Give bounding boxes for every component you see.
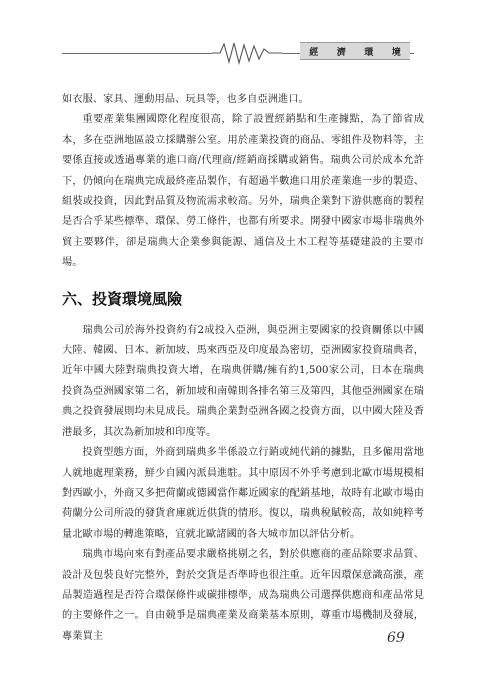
page-number: 69: [387, 630, 405, 646]
chapter-label-char: 經: [309, 47, 319, 58]
paragraph: 瑞典市場向來有對產品要求嚴格挑剔之名，對於供應商的產品除要求品質、設計及包裝良好完整外，對於交貨是否準時也很注重。近年因環保意識高漲，產品製造過程是否符合環保條件或碳排標準，成為瑞典公司選擇供應商和產品常見的主要條件之一。自由競爭是瑞典產業及商業基本原則，尊重市場機制及發展，專業買主: [62, 549, 424, 642]
header-rule-left: [62, 53, 212, 54]
paragraph: 瑞典公司於海外投資約有2成投入亞洲，與亞洲主要國家的投資關係以中國大陸、韓國、日本、新加坡、馬來西亞及印度最為密切，亞洲國家投資瑞典者，近年中國大陸對瑞典投資大增，在瑞典併購/擁有約1,500家公司，日本在瑞典投資為亞洲國家第二名，新加坡和南韓則各排名第三及第四，其他亞洲國家在瑞典之投資發展則均未見成長。瑞典企業對亞洲各國之投資方面，以中國大陸及香港最多，其次為新加坡和印度等。: [62, 324, 424, 438]
chapter-label: [300, 42, 410, 60]
waveform-icon: [212, 40, 282, 66]
page-body: [62, 90, 424, 647]
chapter-label-char: 環: [364, 47, 374, 58]
paragraph: 如衣服、家具、運動用品、玩具等，也多自亞洲進口。: [62, 94, 309, 105]
section-heading: 六、投資環境風險: [62, 289, 183, 308]
paragraph: 投資型態方面，外商到瑞典多半係設立行銷或純代銷的據點，且多僱用當地人就地處理業務，鮮少自國內派員進駐。其中原因不外乎考慮到北歐市場規模相對西歐小，外商又多把荷蘭或德國當作鄰近國家的配銷基地，故時有北歐市場由荷蘭分公司所設的發貨倉庫就近供貨的情形。復以，瑞典稅賦較高，故如純粹考量北歐市場的轉進策略，宜就北歐諸國的各大城市加以評估分析。: [62, 447, 424, 540]
page-header: [0, 0, 480, 80]
paragraph: 重要產業集團國際化程度很高，除了設置經銷點和生產據點，為了節省成本，多在亞洲地區設立採購辦公室。用於產業投資的商品、零組件及物料等，主要係直接或透過專業的進口商/代理商/經銷商採購或銷售。瑞典公司於成本允許下，仍傾向在瑞典完成最終產品製作，有超過半數進口用於產業進一步的製造、組裝或投資，因此對品質及物流需求較高。另外，瑞典企業對下游供應商的製程是否合乎某些標準、環保、勞工條件，也都有所要求。開發中國家市場非瑞典外貿主要夥伴，卻是瑞典大企業參與能源、通信及土木工程等基礎建設的主要市場。: [62, 114, 424, 269]
chapter-label-char: 濟: [336, 47, 346, 58]
chapter-label-char: 境: [391, 47, 401, 58]
